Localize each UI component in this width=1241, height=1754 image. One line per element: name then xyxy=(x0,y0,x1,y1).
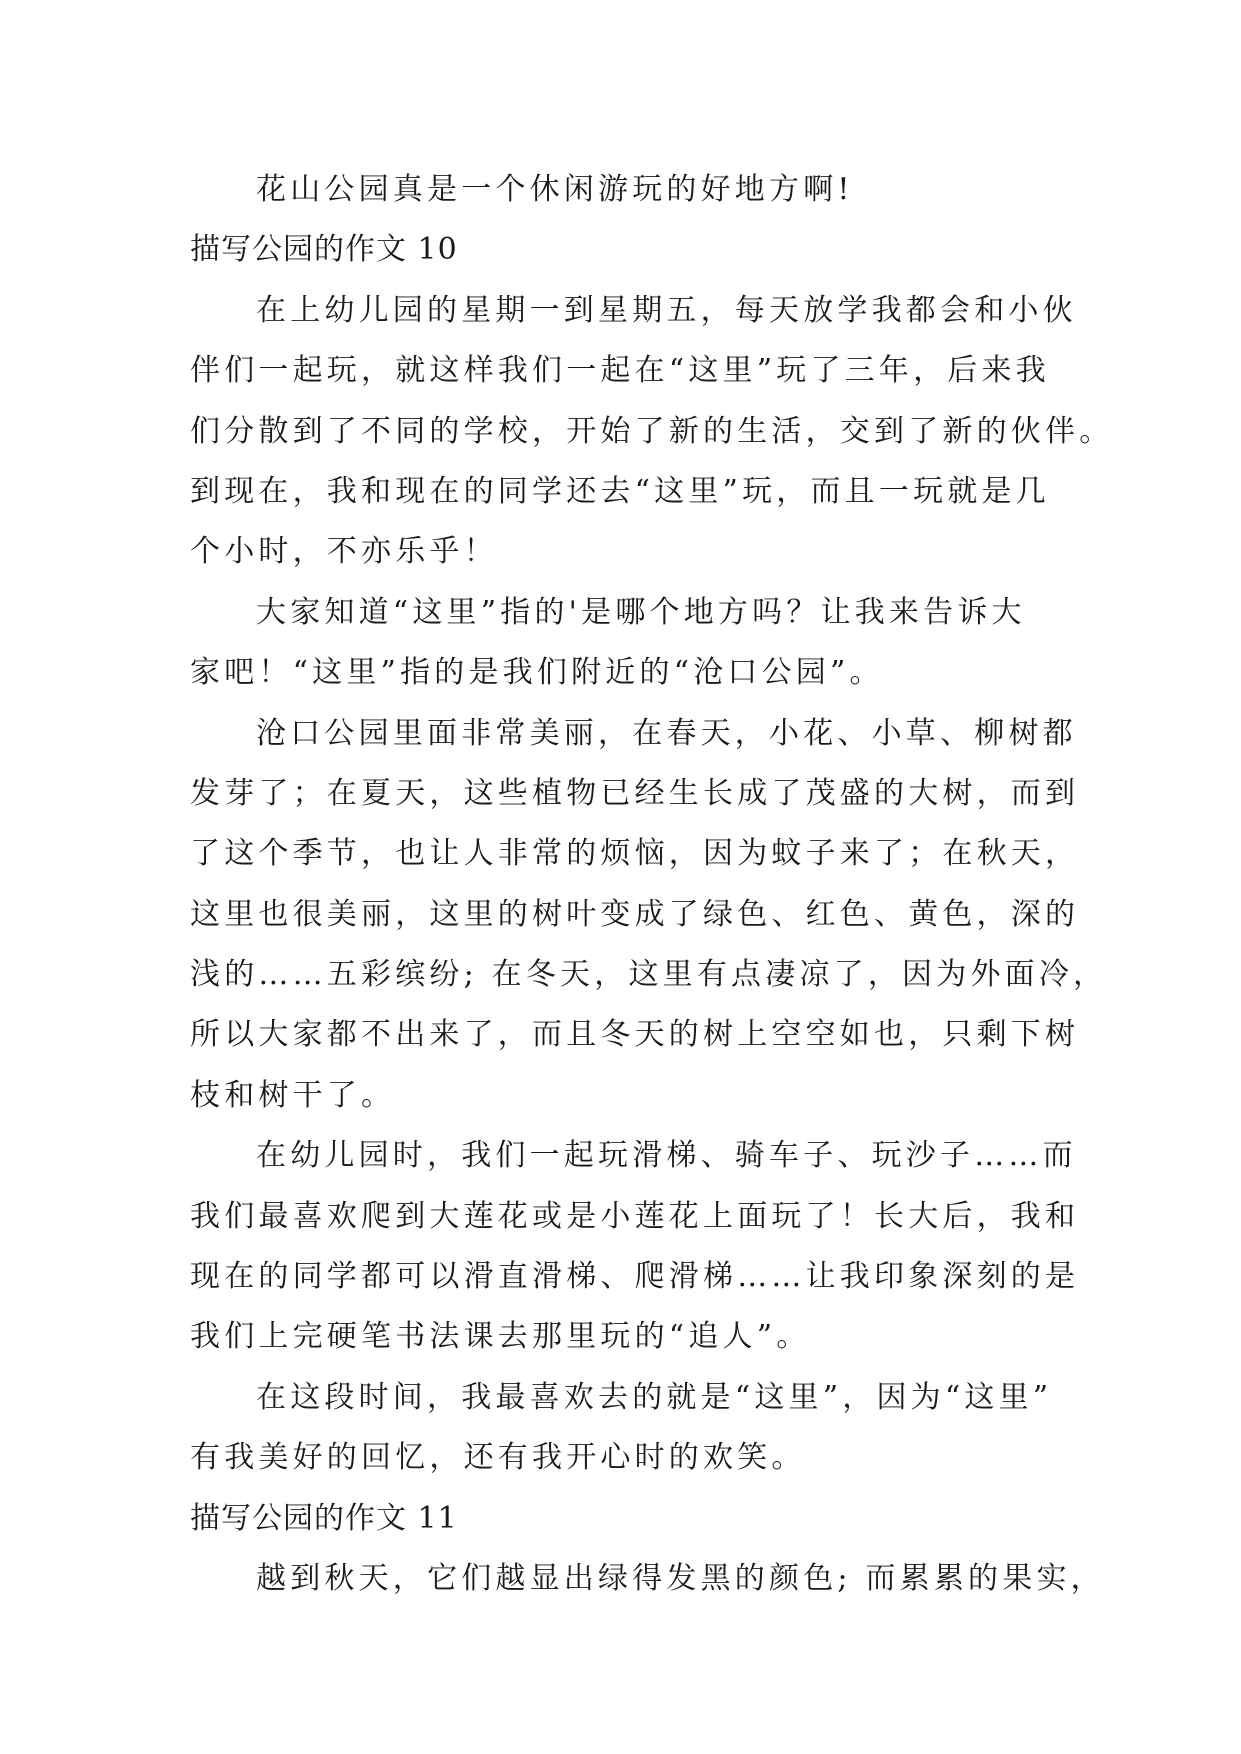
text-line: 我们上完硬笔书法课去那里玩的“追人”。 xyxy=(190,1319,811,1355)
section-heading: 描写公园的作文 11 xyxy=(190,1500,458,1536)
text-line: 大家知道“这里”指的'是哪个地方吗？让我来告诉大 xyxy=(256,594,1026,630)
text-line: 我们最喜欢爬到大莲花或是小莲花上面玩了！长大后，我和 xyxy=(190,1198,1080,1234)
text-line: 了这个季节，也让人非常的烦恼，因为蚊子来了；在秋天， xyxy=(190,836,1080,872)
text-line: 沧口公园里面非常美丽，在春天，小花、小草、柳树都 xyxy=(256,715,1077,751)
text-line: 浅的……五彩缤纷; 在冬天，这里有点凄凉了，因为外面冷， xyxy=(190,957,1108,993)
text-line: 家吧！“这里”指的是我们附近的“沧口公园”。 xyxy=(190,655,884,691)
document-body xyxy=(190,160,1114,1609)
text-line: 在上幼儿园的星期一到星期五，每天放学我都会和小伙 xyxy=(256,292,1077,328)
text-line: 有我美好的回忆，还有我开心时的欢笑。 xyxy=(190,1440,806,1476)
text-line: 发芽了；在夏天，这些植物已经生长成了茂盛的大树，而到 xyxy=(190,775,1080,811)
text-line: 个小时，不亦乐乎！ xyxy=(190,534,498,570)
section-heading: 描写公园的作文 10 xyxy=(190,232,458,268)
text-line: 所以大家都不出来了，而且冬天的树上空空如也，只剩下树 xyxy=(190,1017,1080,1053)
text-line: 们分散到了不同的学校，开始了新的生活，交到了新的伙伴。 xyxy=(190,413,1114,449)
text-line: 在幼儿园时，我们一起玩滑梯、骑车子、玩沙子……而 xyxy=(256,1138,1077,1174)
text-line: 到现在，我和现在的同学还去“这里”玩，而且一玩就是几 xyxy=(190,473,1050,509)
text-line: 伴们一起玩，就这样我们一起在“这里”玩了三年，后来我 xyxy=(190,353,1050,389)
text-line: 现在的同学都可以滑直滑梯、爬滑梯……让我印象深刻的是 xyxy=(190,1259,1080,1295)
text-line: 在这段时间，我最喜欢去的就是“这里”，因为“这里” xyxy=(256,1379,1053,1415)
text-line: 越到秋天，它们越显出绿得发黑的颜色; 而累累的果实， xyxy=(256,1560,1105,1596)
text-line: 花山公园真是一个休闲游玩的好地方啊! xyxy=(256,172,854,207)
text-line: 枝和树干了。 xyxy=(190,1077,396,1113)
text-line: 这里也很美丽，这里的树叶变成了绿色、红色、黄色，深的 xyxy=(190,896,1080,932)
